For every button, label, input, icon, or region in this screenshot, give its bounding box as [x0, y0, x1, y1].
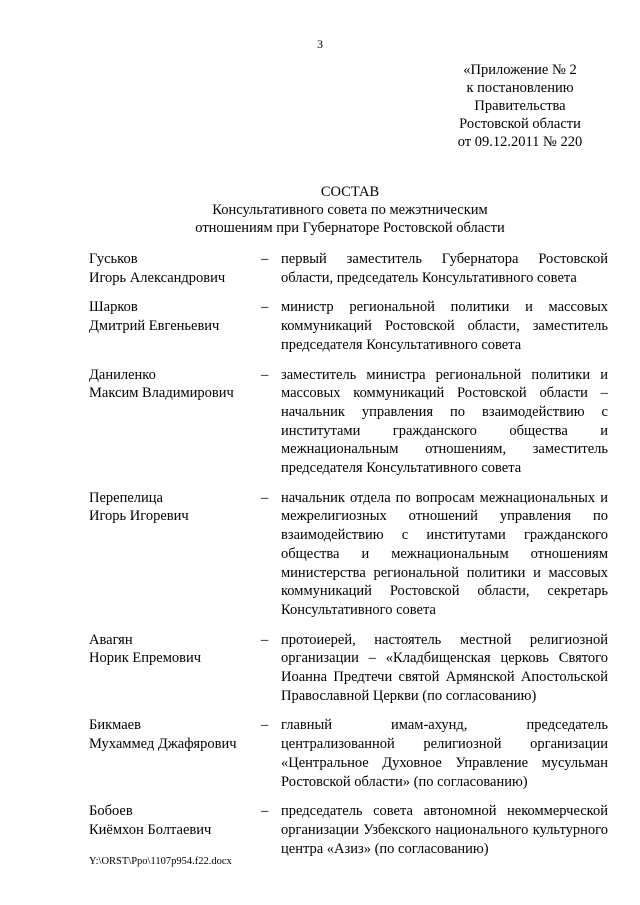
member-name	[89, 366, 261, 478]
member-dash: –	[261, 631, 269, 648]
member-dash: –	[261, 251, 269, 267]
member-surname: Шарков	[89, 299, 138, 316]
member-role: протоиерей, настоятель местной религиозной организации – «Кладбищенская церковь Святого Иоанна Предтечи святой Армянской Апостольской Православной Церкви (по согласованию)	[281, 631, 608, 704]
member-entry	[89, 250, 613, 287]
member-given-names: Игорь Александрович	[89, 269, 226, 286]
member-dash: –	[261, 489, 269, 506]
member-surname: Даниленко	[89, 366, 156, 383]
member-name	[89, 802, 261, 858]
member-entry	[89, 631, 613, 706]
appendix-line: Правительства	[474, 98, 566, 114]
appendix-line: от 09.12.2011 № 220	[457, 134, 583, 150]
member-surname: Авагян	[89, 631, 133, 648]
appendix-line: Ростовской области	[459, 116, 581, 132]
member-entry	[89, 716, 613, 791]
appendix-line: «Приложение № 2	[463, 62, 577, 78]
member-given-names: Киёмхон Болтаевич	[89, 821, 212, 838]
member-dash: –	[261, 803, 269, 820]
member-entry	[89, 366, 613, 478]
member-given-names: Мухаммед Джафярович	[89, 736, 237, 753]
member-dash: –	[261, 366, 269, 383]
footer-file-path: Y:\ORST\Ppo\1107p954.f22.docx	[89, 856, 232, 867]
member-name	[89, 298, 261, 354]
member-role: начальник отдела по вопросам межнациональных и межрелигиозных отношений управления по взаимодействию с институтами гражданского общества и межнациональным отношениям министерства региональной политики и массовых коммуникаций Ростовской области, секретарь Консультативного совета	[281, 489, 608, 618]
member-given-names: Норик Епремович	[89, 650, 202, 667]
document-title: СОСТАВ	[320, 184, 380, 200]
appendix-reference	[440, 61, 600, 151]
member-surname: Бикмаев	[89, 717, 141, 734]
member-name	[89, 631, 261, 706]
member-surname: Гуськов	[89, 251, 138, 267]
member-given-names: Игорь Игоревич	[89, 508, 189, 525]
document-subtitle-line: отношениям при Губернаторе Ростовской области	[195, 220, 505, 236]
page-number: 3	[317, 37, 323, 51]
member-role: министр региональной политики и массовых коммуникаций Ростовской области, заместитель председателя Консультативного совета	[281, 299, 608, 353]
member-surname: Бобоев	[89, 803, 133, 820]
member-role: заместитель министра региональной политики и массовых коммуникаций Ростовской области – начальник управления по взаимодействию с институтами гражданского общества и межнациональным отношениям, заместитель председателя Консультативного совета	[281, 366, 608, 477]
member-given-names: Дмитрий Евгеньевич	[89, 318, 220, 335]
member-role: главный имам-ахунд, председатель централизованной религиозной организации «Центральное Духовное Управление мусульман Ростовской области» (по согласованию)	[281, 717, 608, 790]
member-given-names: Максим Владимирович	[89, 385, 234, 402]
document-heading	[60, 183, 640, 237]
member-role: первый заместитель Губернатора Ростовской области, председатель Консультативного совета	[281, 251, 608, 286]
member-name	[89, 716, 261, 791]
member-dash: –	[261, 717, 269, 734]
member-entry	[89, 489, 613, 620]
member-name	[89, 489, 261, 620]
document-subtitle-line: Консультативного совета по межэтническим	[212, 202, 488, 218]
member-entry	[89, 298, 613, 354]
member-entry	[89, 802, 613, 858]
members-list	[89, 250, 613, 869]
member-name	[89, 250, 261, 287]
member-surname: Перепелица	[89, 489, 163, 506]
member-role: председатель совета автономной некоммерческой организации Узбекского национального культурного центра «Азиз» (по согласованию)	[281, 803, 608, 857]
member-dash: –	[261, 299, 269, 316]
appendix-line: к постановлению	[466, 80, 574, 96]
